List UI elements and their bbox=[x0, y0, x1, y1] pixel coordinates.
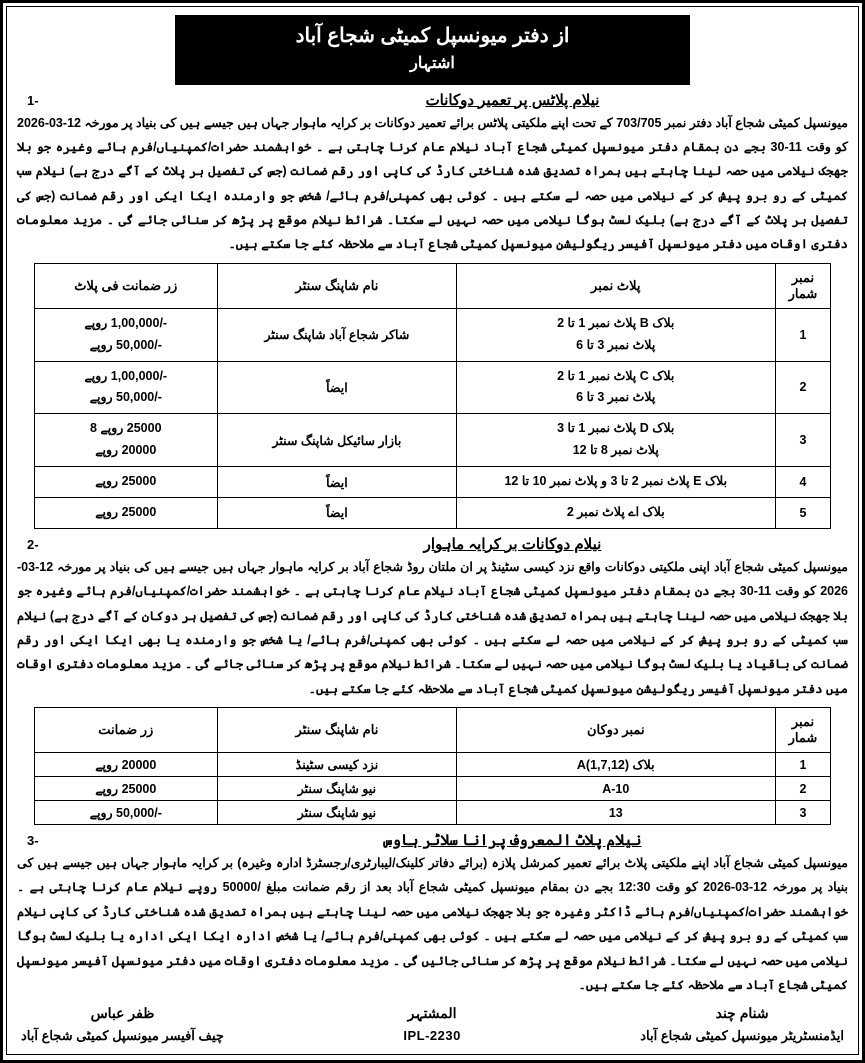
plot-line-1: بلاک B پلاٹ نمبر 1 تا 2 bbox=[557, 315, 675, 330]
footer-center-block bbox=[403, 1001, 460, 1048]
col-security-amount: زر ضمانت bbox=[34, 708, 217, 753]
col-shopping-center: نام شاپنگ سنٹر bbox=[217, 708, 456, 753]
plot-line-1: بلاک D پلاٹ نمبر 1 تا 3 bbox=[557, 421, 675, 436]
cell-amount bbox=[34, 414, 217, 467]
section-2-heading bbox=[17, 535, 848, 553]
section-1-line-4: شخص جو وارمندہ ایکا ایکی اور رقم ضمانت (جس کی تفصیل ہر پلاٹ کے آگے درج ہے) بلیک لسٹ ہوگا نیلامی میں حصہ نہیں لے سکتا۔ شرائط نیلام موقع پر پڑھ کر سنائی جائے گی ۔ مزید معلومات دفتری اوقات میں دفتر میونسپل bbox=[17, 188, 848, 252]
amount-line-1: 25000 روپے bbox=[95, 474, 157, 489]
header-banner bbox=[175, 15, 690, 85]
cell-plot bbox=[456, 497, 775, 528]
cell-center: ایضاً bbox=[217, 361, 456, 414]
cell-amount: 25000 روپے bbox=[34, 777, 217, 801]
section-1-number: -1 bbox=[27, 92, 39, 108]
section-1-line-1: میونسپل کمیٹی شجاع آباد دفتر نمبر 703/705 کے تحت اپنے ملکیتی پلاٹس برائے تعمیر دوکانات بر کرایہ ماہوار جہاں ہیں جیسے ہیں کی بنیاد پر مورخہ 12-03-2026 bbox=[17, 115, 848, 130]
table-row bbox=[34, 777, 831, 801]
cell-amount: -/50,000 روپے bbox=[34, 801, 217, 825]
table-row bbox=[34, 308, 831, 361]
cell-amount bbox=[34, 467, 217, 498]
section-1-title: نیلام پلاٹس پر تعمیر دوکانات bbox=[425, 91, 600, 109]
section-1-line-2: کو وقت 11-30 بجے دن بمقام دفتر میونسپل کمیٹی شجاع آباد نیلام عام کرنا چاہتی ہے ۔ خواہشمند حضرات/کمپنیاں/فرم ہائے وغیرہ جو بلا جھجک نیلامی میں حصہ لینا چاہتے ہیں ہمراہ تصدیق bbox=[17, 139, 848, 179]
amount-line-1: -/1,00,000 روپے bbox=[84, 368, 168, 383]
section-2-line-2: کو وقت 11-30 بجے دن بمقام دفتر میونسپل کمیٹی شجاع آباد نیلام عام کرنا چاہتی ہے ۔ خواہشمند حضرات/کمپنیاں/فرم ہائے وغیرہ جو بلا جھجک نیلامی میں حصہ لینا چاہتے ہیں ہمراہ تصدیق شدہ شناختی bbox=[17, 584, 848, 623]
table-row bbox=[34, 801, 831, 825]
section-2-line-1: میونسپل کمیٹی شجاع آباد اپنی ملکیتی دوکانات واقع نزد کیسی سٹینڈ پر ان ملتان روڈ شجاع آباد بر کرایہ ماہوار جہاں ہیں جیسے ہیں کی بنیاد پر مورخہ 12-03-2026 bbox=[17, 559, 849, 599]
cell-plot bbox=[456, 308, 775, 361]
col-serial: نمبر شمار bbox=[775, 263, 831, 308]
section-1-line-3: شدہ شناختی کارڈ کی کاپی اور رقم ضمانت (جس کی تفصیل ہر پلاٹ کے آگے درج ہے) نیلام سب کمیٹی کے رو برو پیش کر کے نیلامی میں حصہ لے سکتے ہیں ۔ کوئی بھی کمپنی/فرم ہائے/ bbox=[17, 164, 848, 203]
amount-line-1: 25000 روپے 8 bbox=[89, 421, 162, 436]
cell-shop: 10-A bbox=[456, 777, 775, 801]
cell-serial: 2 bbox=[775, 361, 831, 414]
col-shop-number: نمبر دوکان bbox=[456, 708, 775, 753]
section-2-number: -2 bbox=[27, 536, 39, 552]
chief-officer-designation: چیف آفیسر میونسپل کمیٹی شجاع آباد bbox=[21, 1028, 224, 1044]
cell-serial: 3 bbox=[775, 414, 831, 467]
plot-line-1: بلاک اے پلاٹ نمبر 2 bbox=[566, 504, 665, 519]
cell-center: نیو شاپنگ سنٹر bbox=[217, 801, 456, 825]
cell-plot bbox=[456, 467, 775, 498]
cell-center: نیو شاپنگ سنٹر bbox=[217, 777, 456, 801]
plots-table bbox=[34, 263, 832, 529]
amount-line-2: 20000 روپے bbox=[95, 443, 157, 458]
cell-amount bbox=[34, 308, 217, 361]
col-serial: نمبر شمار bbox=[775, 708, 831, 753]
section-3-line-2: کی بنیاد پر مورخہ 12-03-2026 کو وقت 12:30 بجے دن بمقام میونسپل کمیٹی شجاع آباد بعد از رقم ضمانت مبلغ /50000 روپے نیلام عام کرنا چاہتی ہے ۔ خواہشمند bbox=[17, 856, 848, 919]
table-row bbox=[34, 361, 831, 414]
section-3-line-3: حضرات/کمپنیاں/فرم ہائے ڈاکٹر وغیرہ جو بلا جھجک نیلامی میں حصہ لینا چاہتے ہیں ہمراہ تصدیق شدہ شناختی کارڈ کی کاپی نیلام سب کمیٹی کے رو برو پیش کر کے نیلامی میں حصہ لے bbox=[17, 904, 848, 944]
cell-shop: 13 bbox=[456, 801, 775, 825]
section-2-title: نیلام دوکانات بر کرایہ ماہوار bbox=[423, 535, 602, 553]
cell-center: بازار سائیکل شاپنگ سنٹر bbox=[217, 414, 456, 467]
page-inner-border bbox=[6, 6, 859, 1055]
cell-shop: بلاک A(1,7,12) bbox=[456, 753, 775, 777]
cell-serial: 4 bbox=[775, 467, 831, 498]
cell-amount: 20000 روپے bbox=[34, 753, 217, 777]
section-3-paragraph bbox=[17, 851, 848, 997]
footer-row bbox=[21, 1001, 844, 1048]
section-3-title: نیلام پلاٹ المعروف پرانا سلاٹر ہاوس bbox=[383, 832, 642, 850]
cell-plot bbox=[456, 414, 775, 467]
table-row bbox=[34, 497, 831, 528]
table-row bbox=[34, 414, 831, 467]
cell-center: ایضاً bbox=[217, 497, 456, 528]
cell-amount bbox=[34, 361, 217, 414]
section-2-line-4: یا بھی ایکا ایکی اور رقم ضمانت کی باقیاد یا بلیک لسٹ ہوگا نیلامی میں حصہ نہیں لے سکتا۔ شرائط نیلام موقع پر پڑھ کر سنائی جائے گی ۔ مزید معلومات دفتری اوقات میں دفتر میونسپل آفیسر ریگولیشن bbox=[17, 632, 848, 696]
section-3-line-1: میونسپل کمیٹی شجاع آباد اپنے ملکیتی پلاٹ برائے تعمیر کمرشل پلازہ (برائے دفاتر کلینک/لیبارٹری/رجسٹرڈ ادارہ وغیرہ) بر کرایہ ماہوار جہاں ہیں جیسے ہیں bbox=[37, 856, 848, 871]
administrator-name: شنام چند bbox=[715, 1004, 769, 1021]
publisher-label: المشتہر bbox=[407, 1004, 457, 1021]
cell-serial: 1 bbox=[775, 753, 831, 777]
col-shopping-center: نام شاپنگ سنٹر bbox=[217, 263, 456, 308]
section-1-line-5: آفیسر ریگولیشن میونسپل کمیٹی شجاع آباد سے ملاحظہ کئے جا سکتے ہیں۔ bbox=[228, 237, 655, 252]
col-security-amount: زر ضمانت فی پلاٹ bbox=[34, 263, 217, 308]
section-1-paragraph bbox=[17, 111, 848, 257]
cell-serial: 5 bbox=[775, 497, 831, 528]
footer bbox=[7, 1001, 858, 1048]
shops-table bbox=[34, 707, 832, 825]
cell-amount bbox=[34, 497, 217, 528]
col-plot-number: پلاٹ نمبر bbox=[456, 263, 775, 308]
section-2-paragraph bbox=[17, 555, 848, 701]
plot-line-1: بلاک C پلاٹ نمبر 1 تا 2 bbox=[557, 368, 675, 383]
section-3-number: -3 bbox=[27, 833, 39, 849]
table-row bbox=[34, 467, 831, 498]
section-2-line-3: کارڈ کی کاپی اور رقم ضمانت (جس کی تفصیل ہر دوکان کے آگے درج ہے) نیلام سب کمیٹی کے رو برو پیش کر کے نیلامی میں حصہ لے سکتے ہیں ۔ کوئی بھی کمپنی/فرم ہائے/ یا شخص جو وارمندہ bbox=[17, 608, 848, 647]
amount-line-1: 25000 روپے bbox=[95, 504, 157, 519]
cell-plot bbox=[456, 361, 775, 414]
cell-center: نزد کیسی سٹینڈ bbox=[217, 753, 456, 777]
plot-line-1: بلاک E پلاٹ نمبر 2 تا 3 و پلاٹ نمبر 10 تا 12 bbox=[504, 474, 728, 489]
plot-line-2: پلاٹ نمبر 8 تا 12 bbox=[572, 443, 659, 458]
section-1-heading bbox=[17, 91, 848, 109]
section-2-line-5: میونسپل کمیٹی شجاع آباد سے ملاحظہ کئے جا سکتے ہیں۔ bbox=[308, 681, 633, 696]
section-3-heading bbox=[17, 831, 848, 849]
amount-line-2: -/50,000 روپے bbox=[89, 337, 162, 352]
footer-left-signatory bbox=[640, 1001, 844, 1048]
cell-serial: 3 bbox=[775, 801, 831, 825]
cell-center: شاکر شجاع آباد شاپنگ سنٹر bbox=[217, 308, 456, 361]
page-subtitle: اشتہار bbox=[410, 55, 455, 72]
shops-table-header-row bbox=[34, 708, 831, 753]
chief-officer-name: ظفر عباس bbox=[90, 1004, 155, 1021]
section-3-line-5: دفتری اوقات میں دفتر میونسپل آفیسر میونسپل کمیٹی شجاع آباد سے ملاحظہ کئے جا سکتے ہیں۔ bbox=[17, 953, 848, 992]
cell-serial: 2 bbox=[775, 777, 831, 801]
amount-line-1: -/1,00,000 روپے bbox=[84, 315, 168, 330]
cell-center: ایضاً bbox=[217, 467, 456, 498]
ipl-code: IPL-2230 bbox=[403, 1028, 461, 1044]
section-3-line-4: سکتے ہیں ۔ کوئی بھی کمپنی/فرم ہائے/ یا شخص ادارہ ایکا ایکی ادارہ یا بلیک لسٹ ہوگا نیلامی میں حصہ نہیں لے سکتا۔ شرائط نیلام موقع پر پڑھ کر سنائی جائیں گی ۔ مزید معلومات bbox=[17, 929, 848, 968]
amount-line-2: -/50,000 روپے bbox=[89, 390, 162, 405]
plot-line-2: پلاٹ نمبر 3 تا 6 bbox=[576, 390, 656, 405]
plot-line-2: پلاٹ نمبر 3 تا 6 bbox=[576, 337, 656, 352]
administrator-designation: ایڈمنسٹریٹر میونسپل کمیٹی شجاع آباد bbox=[640, 1028, 844, 1044]
table-row bbox=[34, 753, 831, 777]
page-title: از دفتر میونسپل کمیٹی شجاع آباد bbox=[295, 25, 570, 47]
footer-right-signatory bbox=[21, 1001, 224, 1048]
cell-serial: 1 bbox=[775, 308, 831, 361]
plots-table-header-row bbox=[34, 263, 831, 308]
